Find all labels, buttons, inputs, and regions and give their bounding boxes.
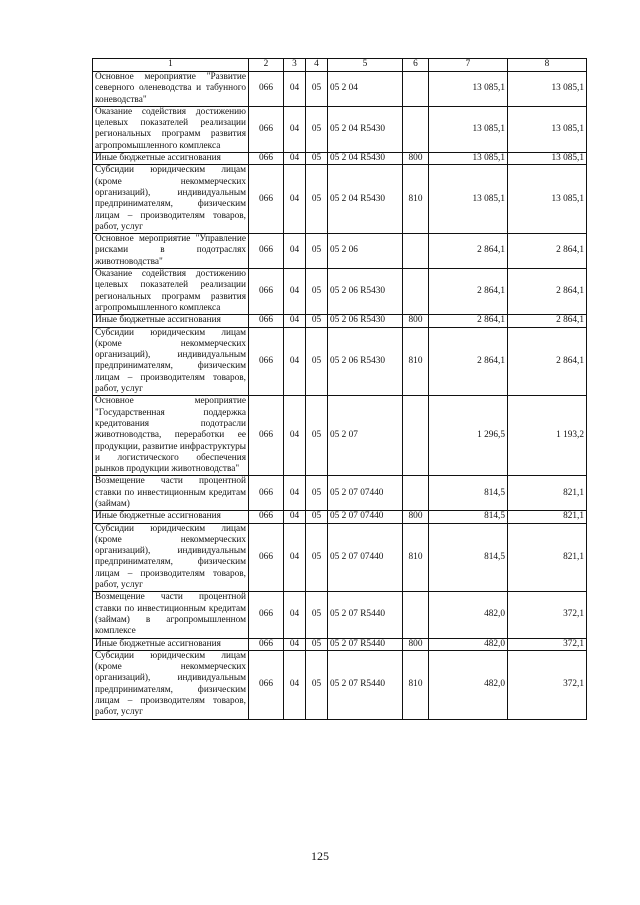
- section-code-cell: 04: [284, 476, 306, 511]
- section-code-cell: 04: [284, 592, 306, 638]
- ministry-code-cell: 066: [249, 650, 284, 719]
- amount-col7-cell: 814,5: [429, 523, 508, 592]
- section-code-cell: 04: [284, 315, 306, 327]
- table-body: [93, 72, 587, 720]
- amount-col8-cell: 1 193,2: [508, 396, 587, 476]
- amount-col7-cell: 814,5: [429, 511, 508, 523]
- table-row: [93, 523, 587, 592]
- header-cell: 5: [328, 59, 403, 72]
- section-code-cell: 04: [284, 165, 306, 234]
- subsection-code-cell: 05: [306, 592, 328, 638]
- amount-col8-cell: 13 085,1: [508, 153, 587, 165]
- amount-col7-cell: 13 085,1: [429, 153, 508, 165]
- page-number: 125: [311, 849, 329, 863]
- table-row: [93, 269, 587, 315]
- amount-col8-cell: 2 864,1: [508, 234, 587, 269]
- section-code-cell: 04: [284, 153, 306, 165]
- ministry-code-cell: 066: [249, 327, 284, 396]
- expense-type-cell: [403, 476, 429, 511]
- ministry-code-cell: 066: [249, 476, 284, 511]
- expense-type-cell: [403, 396, 429, 476]
- subsection-code-cell: 05: [306, 106, 328, 152]
- target-code-cell: 05 2 04 R5430: [328, 153, 403, 165]
- row-name-cell: Основное мероприятие "Развитие северного оленеводства и табунного коневодства": [93, 72, 249, 107]
- expense-type-cell: 810: [403, 327, 429, 396]
- subsection-code-cell: 05: [306, 650, 328, 719]
- amount-col7-cell: 482,0: [429, 650, 508, 719]
- amount-col7-cell: 13 085,1: [429, 72, 508, 107]
- row-name-cell: Оказание содействия достижению целевых показателей реализации региональных программ развития агропромышленного комплекса: [93, 269, 249, 315]
- row-name-cell: Субсидии юридическим лицам (кроме некоммерческих организаций), индивидуальным предпринимателям, физическим лицам – производителям товаров, работ, услуг: [93, 523, 249, 592]
- target-code-cell: 05 2 06 R5430: [328, 269, 403, 315]
- amount-col8-cell: 372,1: [508, 650, 587, 719]
- subsection-code-cell: 05: [306, 396, 328, 476]
- subsection-code-cell: 05: [306, 315, 328, 327]
- target-code-cell: 05 2 04: [328, 72, 403, 107]
- amount-col7-cell: 13 085,1: [429, 165, 508, 234]
- target-code-cell: 05 2 07 07440: [328, 476, 403, 511]
- header-cell: 3: [284, 59, 306, 72]
- amount-col7-cell: 2 864,1: [429, 327, 508, 396]
- amount-col8-cell: 821,1: [508, 523, 587, 592]
- expense-type-cell: [403, 592, 429, 638]
- table-row: [93, 234, 587, 269]
- table-row: [93, 592, 587, 638]
- target-code-cell: 05 2 07 07440: [328, 511, 403, 523]
- amount-col8-cell: 2 864,1: [508, 327, 587, 396]
- amount-col7-cell: 482,0: [429, 638, 508, 650]
- row-name-cell: Иные бюджетные ассигнования: [93, 315, 249, 327]
- subsection-code-cell: 05: [306, 638, 328, 650]
- table-row: [93, 476, 587, 511]
- target-code-cell: 05 2 06: [328, 234, 403, 269]
- table-row: [93, 165, 587, 234]
- subsection-code-cell: 05: [306, 511, 328, 523]
- amount-col8-cell: 372,1: [508, 638, 587, 650]
- table-row: [93, 650, 587, 719]
- amount-col8-cell: 2 864,1: [508, 315, 587, 327]
- ministry-code-cell: 066: [249, 523, 284, 592]
- amount-col8-cell: 13 085,1: [508, 165, 587, 234]
- subsection-code-cell: 05: [306, 523, 328, 592]
- row-name-cell: Субсидии юридическим лицам (кроме некоммерческих организаций), индивидуальным предпринимателям, физическим лицам – производителям товаров, работ, услуг: [93, 327, 249, 396]
- header-cell: 2: [249, 59, 284, 72]
- subsection-code-cell: 05: [306, 165, 328, 234]
- ministry-code-cell: 066: [249, 315, 284, 327]
- expense-type-cell: [403, 106, 429, 152]
- table-row: [93, 511, 587, 523]
- amount-col7-cell: 2 864,1: [429, 269, 508, 315]
- amount-col7-cell: 1 296,5: [429, 396, 508, 476]
- expense-type-cell: [403, 72, 429, 107]
- ministry-code-cell: 066: [249, 153, 284, 165]
- ministry-code-cell: 066: [249, 592, 284, 638]
- amount-col7-cell: 814,5: [429, 476, 508, 511]
- amount-col8-cell: 821,1: [508, 511, 587, 523]
- expense-type-cell: 810: [403, 165, 429, 234]
- amount-col7-cell: 2 864,1: [429, 234, 508, 269]
- row-name-cell: Иные бюджетные ассигнования: [93, 638, 249, 650]
- table-row: [93, 396, 587, 476]
- section-code-cell: 04: [284, 106, 306, 152]
- expense-type-cell: 800: [403, 638, 429, 650]
- table-row: [93, 72, 587, 107]
- target-code-cell: 05 2 06 R5430: [328, 315, 403, 327]
- expense-type-cell: 800: [403, 153, 429, 165]
- header-cell: 4: [306, 59, 328, 72]
- expense-type-cell: 800: [403, 511, 429, 523]
- table-row: [93, 153, 587, 165]
- ministry-code-cell: 066: [249, 638, 284, 650]
- row-name-cell: Возмещение части процентной ставки по инвестиционным кредитам (займам) в агропромышленном комплексе: [93, 592, 249, 638]
- section-code-cell: 04: [284, 650, 306, 719]
- header-cell: 8: [508, 59, 587, 72]
- expense-type-cell: [403, 269, 429, 315]
- row-name-cell: Субсидии юридическим лицам (кроме некоммерческих организаций), индивидуальным предпринимателям, физическим лицам – производителям товаров, работ, услуг: [93, 165, 249, 234]
- table-row: [93, 327, 587, 396]
- row-name-cell: Возмещение части процентной ставки по инвестиционным кредитам (займам): [93, 476, 249, 511]
- amount-col8-cell: 2 864,1: [508, 269, 587, 315]
- ministry-code-cell: 066: [249, 396, 284, 476]
- row-name-cell: Иные бюджетные ассигнования: [93, 511, 249, 523]
- subsection-code-cell: 05: [306, 269, 328, 315]
- amount-col8-cell: 372,1: [508, 592, 587, 638]
- subsection-code-cell: 05: [306, 153, 328, 165]
- subsection-code-cell: 05: [306, 72, 328, 107]
- target-code-cell: 05 2 06 R5430: [328, 327, 403, 396]
- ministry-code-cell: 066: [249, 234, 284, 269]
- budget-table: [92, 58, 587, 720]
- subsection-code-cell: 05: [306, 234, 328, 269]
- amount-col7-cell: 2 864,1: [429, 315, 508, 327]
- ministry-code-cell: 066: [249, 72, 284, 107]
- row-name-cell: Субсидии юридическим лицам (кроме некоммерческих организаций), индивидуальным предпринимателям, физическим лицам – производителям товаров, работ, услуг: [93, 650, 249, 719]
- header-cell: 7: [429, 59, 508, 72]
- section-code-cell: 04: [284, 396, 306, 476]
- ministry-code-cell: 066: [249, 511, 284, 523]
- ministry-code-cell: 066: [249, 269, 284, 315]
- target-code-cell: 05 2 07 07440: [328, 523, 403, 592]
- table-row: [93, 638, 587, 650]
- amount-col8-cell: 13 085,1: [508, 72, 587, 107]
- amount-col8-cell: 821,1: [508, 476, 587, 511]
- ministry-code-cell: 066: [249, 165, 284, 234]
- header-row: [93, 59, 587, 72]
- target-code-cell: 05 2 04 R5430: [328, 106, 403, 152]
- section-code-cell: 04: [284, 269, 306, 315]
- table-row: [93, 106, 587, 152]
- section-code-cell: 04: [284, 234, 306, 269]
- expense-type-cell: 810: [403, 523, 429, 592]
- target-code-cell: 05 2 07 R5440: [328, 650, 403, 719]
- ministry-code-cell: 066: [249, 106, 284, 152]
- target-code-cell: 05 2 07: [328, 396, 403, 476]
- row-name-cell: Оказание содействия достижению целевых показателей реализации региональных программ развития агропромышленного комплекса: [93, 106, 249, 152]
- table-row: [93, 315, 587, 327]
- amount-col7-cell: 482,0: [429, 592, 508, 638]
- row-name-cell: Иные бюджетные ассигнования: [93, 153, 249, 165]
- row-name-cell: Основное мероприятие "Государственная поддержка кредитования подотрасли животноводства, переработки ее продукции, развитие инфраструктуры и логистического обеспечения рынков продукции животноводства": [93, 396, 249, 476]
- section-code-cell: 04: [284, 511, 306, 523]
- target-code-cell: 05 2 07 R5440: [328, 638, 403, 650]
- section-code-cell: 04: [284, 327, 306, 396]
- section-code-cell: 04: [284, 72, 306, 107]
- header-cell: 6: [403, 59, 429, 72]
- header-cell: 1: [93, 59, 249, 72]
- section-code-cell: 04: [284, 523, 306, 592]
- row-name-cell: Основное мероприятие "Управление рисками в подотраслях животноводства": [93, 234, 249, 269]
- subsection-code-cell: 05: [306, 327, 328, 396]
- section-code-cell: 04: [284, 638, 306, 650]
- expense-type-cell: 810: [403, 650, 429, 719]
- expense-type-cell: [403, 234, 429, 269]
- target-code-cell: 05 2 04 R5430: [328, 165, 403, 234]
- expense-type-cell: 800: [403, 315, 429, 327]
- amount-col8-cell: 13 085,1: [508, 106, 587, 152]
- target-code-cell: 05 2 07 R5440: [328, 592, 403, 638]
- amount-col7-cell: 13 085,1: [429, 106, 508, 152]
- subsection-code-cell: 05: [306, 476, 328, 511]
